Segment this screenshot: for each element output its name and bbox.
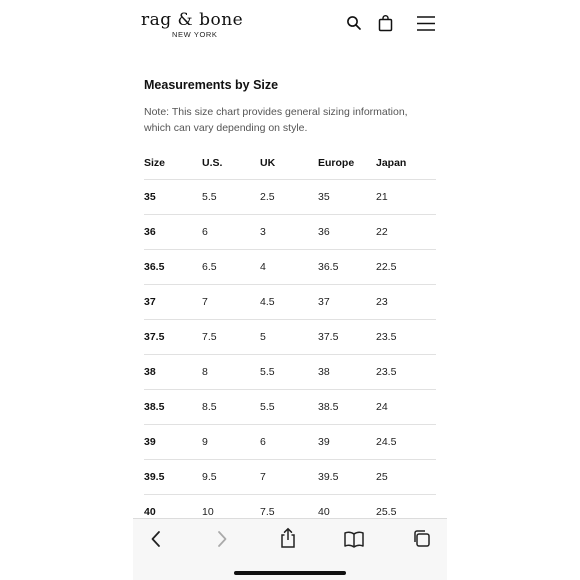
table-cell: 23 <box>376 285 436 320</box>
table-cell: 24 <box>376 390 436 425</box>
site-header <box>133 0 447 48</box>
table-cell: 9.5 <box>202 460 260 495</box>
table-cell: 6.5 <box>202 250 260 285</box>
size-cell: 37.5 <box>144 320 202 355</box>
size-cell: 39.5 <box>144 460 202 495</box>
table-row <box>144 215 436 250</box>
table-cell: 3 <box>260 215 318 250</box>
table-cell: 23.5 <box>376 320 436 355</box>
table-cell: 2.5 <box>260 180 318 215</box>
table-row <box>144 250 436 285</box>
table-cell: 9 <box>202 425 260 460</box>
share-icon[interactable] <box>279 527 297 549</box>
size-table <box>144 146 436 529</box>
table-row <box>144 460 436 495</box>
size-cell: 39 <box>144 425 202 460</box>
table-cell: 36.5 <box>318 250 376 285</box>
table-cell: 35 <box>318 180 376 215</box>
table-cell: 24.5 <box>376 425 436 460</box>
size-cell: 35 <box>144 180 202 215</box>
size-chart-content <box>144 78 436 136</box>
menu-icon[interactable] <box>416 15 436 32</box>
table-body <box>144 180 436 530</box>
bookmarks-icon[interactable] <box>344 531 364 548</box>
table-cell: 7 <box>202 285 260 320</box>
table-row <box>144 180 436 215</box>
table-cell: 10 <box>202 495 260 530</box>
back-icon[interactable] <box>149 529 163 549</box>
table-header-row <box>144 146 436 180</box>
column-header-size: Size <box>144 156 166 169</box>
table-cell: 38.5 <box>318 390 376 425</box>
bag-icon[interactable] <box>378 15 393 32</box>
table-cell: 6 <box>260 425 318 460</box>
size-cell: 38.5 <box>144 390 202 425</box>
table-cell: 4 <box>260 250 318 285</box>
table-cell: 38 <box>318 355 376 390</box>
table-cell: 8.5 <box>202 390 260 425</box>
brand-logo[interactable]: rag & bone <box>141 10 244 30</box>
table-cell: 40 <box>318 495 376 530</box>
size-cell: 40 <box>144 495 202 530</box>
table-cell: 37.5 <box>318 320 376 355</box>
table-cell: 5 <box>260 320 318 355</box>
table-cell: 22 <box>376 215 436 250</box>
phone-screen <box>133 0 447 580</box>
column-header-japan: Japan <box>376 156 407 169</box>
table-cell: 21 <box>376 180 436 215</box>
table-cell: 5.5 <box>260 355 318 390</box>
table-cell: 37 <box>318 285 376 320</box>
table-cell: 4.5 <box>260 285 318 320</box>
table-cell: 25 <box>376 460 436 495</box>
forward-icon[interactable] <box>215 529 229 549</box>
table-cell: 25.5 <box>376 495 436 530</box>
size-cell: 36.5 <box>144 250 202 285</box>
table-cell: 7 <box>260 460 318 495</box>
table-cell: 7.5 <box>202 320 260 355</box>
search-icon[interactable] <box>346 15 362 31</box>
table-cell: 36 <box>318 215 376 250</box>
table-row <box>144 285 436 320</box>
table-cell: 39.5 <box>318 460 376 495</box>
size-cell: 38 <box>144 355 202 390</box>
column-header-uk: UK <box>260 156 276 169</box>
table-cell: 7.5 <box>260 495 318 530</box>
column-header-europe: Europe <box>318 156 355 169</box>
table-row <box>144 355 436 390</box>
table-cell: 39 <box>318 425 376 460</box>
brand-logo-subtitle: NEW YORK <box>172 30 218 39</box>
table-row <box>144 390 436 425</box>
table-cell: 5.5 <box>202 180 260 215</box>
tabs-icon[interactable] <box>412 529 431 548</box>
page-title: Measurements by Size <box>144 78 279 92</box>
home-indicator[interactable] <box>234 571 346 575</box>
table-cell: 22.5 <box>376 250 436 285</box>
table-cell: 5.5 <box>260 390 318 425</box>
table-row <box>144 425 436 460</box>
size-cell: 37 <box>144 285 202 320</box>
table-cell: 6 <box>202 215 260 250</box>
table-cell: 8 <box>202 355 260 390</box>
size-chart-note: Note: This size chart provides general sizing information, which can vary depending on style. <box>144 106 408 134</box>
table-cell: 23.5 <box>376 355 436 390</box>
column-header-u-s: U.S. <box>202 156 223 169</box>
table-row <box>144 320 436 355</box>
size-cell: 36 <box>144 215 202 250</box>
